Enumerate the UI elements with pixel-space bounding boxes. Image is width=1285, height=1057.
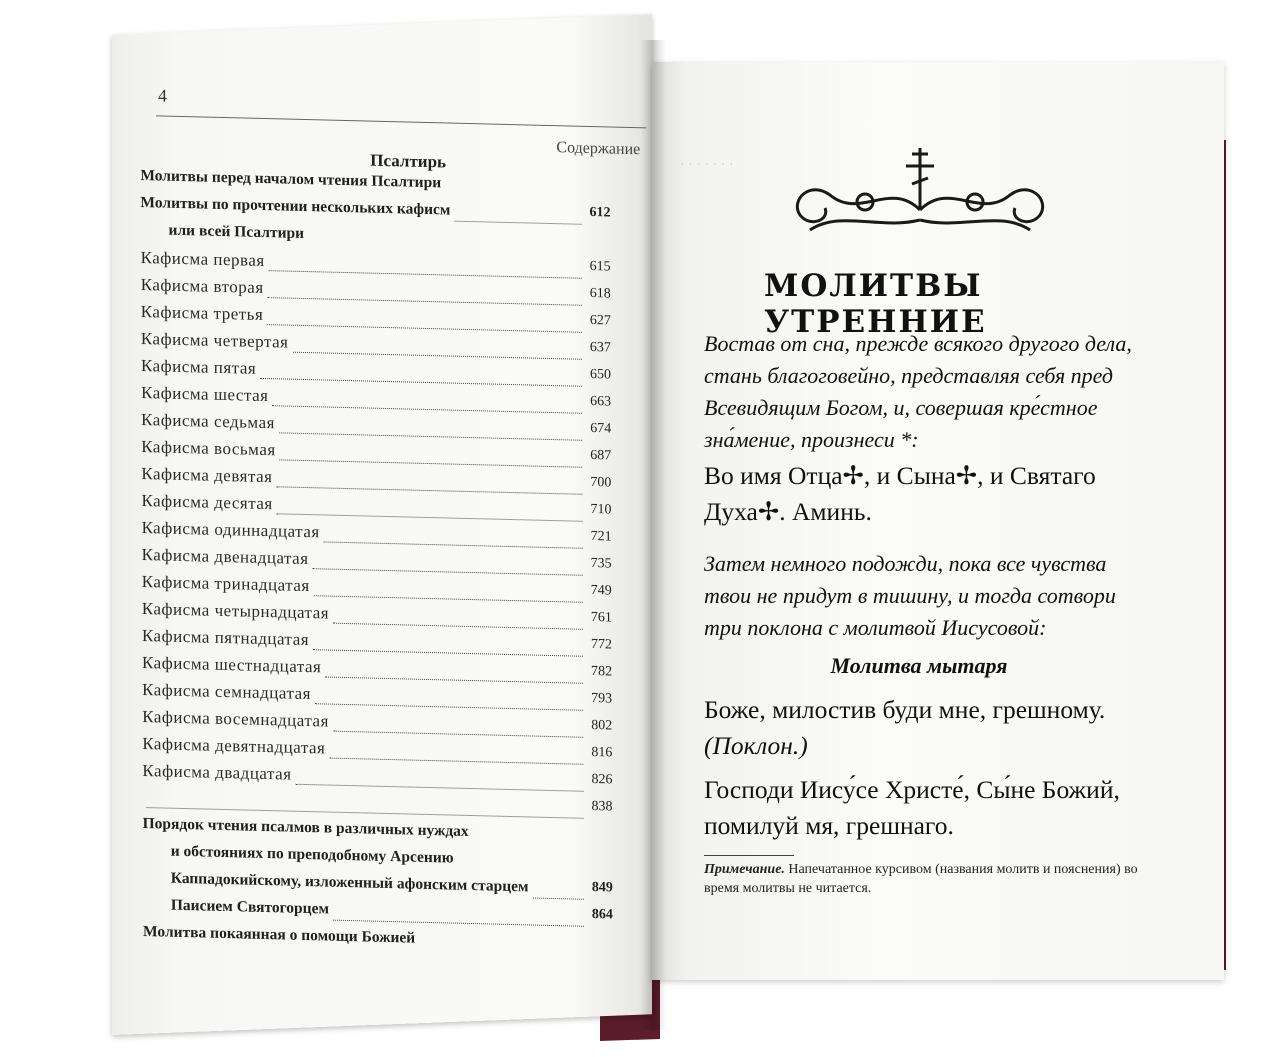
toc-page-number: 721 bbox=[590, 528, 612, 545]
toc-page-number: 710 bbox=[590, 501, 612, 518]
toc-entry-label: Кафисма третья bbox=[140, 301, 264, 324]
left-page-content bbox=[140, 85, 643, 957]
toc-dot-leader bbox=[333, 731, 583, 738]
page-number: 4 bbox=[158, 85, 168, 106]
intro-instruction: Востав от сна, прежде всякого другого дела, стань благоговейно, представляя себя пред Всевидящим Богом, и, совершая кре́стное зна́мение, произнеси *: bbox=[704, 331, 1132, 452]
toc-entry-label: и обстояниях по преподобному Арсению bbox=[170, 842, 454, 867]
toc-page-number: 627 bbox=[589, 312, 611, 329]
publican-prayer-text: Боже, милостив буди мне, грешному. bbox=[704, 695, 1106, 724]
toc-entry-label: Молитвы по прочтении нескольких кафисм bbox=[140, 193, 451, 219]
toc-entry-label: Кафисма шестнадцатая bbox=[141, 652, 322, 677]
toc-dot-leader bbox=[269, 270, 582, 279]
toc-entry-label: Кафисма восемнадцатая bbox=[142, 706, 329, 731]
toc-entry-label: Кафисма пятнадцатая bbox=[141, 625, 310, 650]
toc-dot-leader bbox=[279, 459, 582, 467]
toc-page-number: 826 bbox=[591, 771, 613, 788]
toc-entry-label: Кафисма одиннадцатая bbox=[141, 517, 320, 542]
toc-dot-leader bbox=[313, 649, 583, 657]
toc-entry-label: Кафисма четвертая bbox=[140, 328, 289, 352]
toc-entry-label: Каппадокийскому, изложенный афонским старцем bbox=[170, 869, 529, 896]
toc-entry-label: Паисием Святогорцем bbox=[170, 896, 330, 918]
invocation-text: Во имя Отца✢, и Сына✢, и Святаго Духа✢. Аминь. bbox=[704, 461, 1096, 526]
toc-entry-label: Молитвы перед началом чтения Псалтири bbox=[140, 166, 442, 192]
toc-dot-leader bbox=[293, 352, 582, 360]
footnote-rule bbox=[704, 855, 794, 856]
toc-page-number: 864 bbox=[591, 906, 613, 923]
toc-entry-label: Молитва покаянная о помощи Божией bbox=[142, 922, 416, 947]
prayer-title: Молитва мытаря bbox=[830, 653, 1008, 678]
table-of-contents bbox=[140, 167, 613, 961]
toc-page-number: 782 bbox=[591, 663, 613, 680]
book-gutter bbox=[640, 40, 666, 1030]
toc-page-number: 838 bbox=[591, 798, 613, 815]
toc-page-number: 735 bbox=[590, 555, 612, 572]
toc-dot-leader bbox=[276, 486, 582, 494]
toc-dot-leader bbox=[313, 568, 583, 576]
toc-page-number: 793 bbox=[591, 690, 613, 707]
toc-dot-leader bbox=[315, 703, 583, 711]
footnote-label: Примечание. bbox=[704, 862, 785, 877]
toc-entry-label: Кафисма девятая bbox=[141, 463, 273, 487]
toc-entry-label: Кафисма шестая bbox=[141, 382, 269, 406]
toc-entry-label: Кафисма десятая bbox=[141, 490, 273, 514]
right-page-content bbox=[690, 140, 1190, 920]
toc-page-number: 663 bbox=[590, 393, 612, 410]
toc-entry-label: Кафисма вторая bbox=[140, 274, 264, 298]
toc-entry-label: Порядок чтения псалмов в различных нуждах bbox=[142, 814, 469, 840]
toc-page-number: 615 bbox=[589, 258, 611, 275]
toc-dot-leader bbox=[333, 920, 584, 927]
toc-dot-leader bbox=[533, 898, 584, 900]
toc-page-number: 816 bbox=[591, 744, 613, 761]
toc-dot-leader bbox=[268, 297, 582, 306]
toc-page-number: 802 bbox=[591, 717, 613, 734]
toc-page-number: 772 bbox=[590, 636, 612, 653]
toc-entry-label: или всей Псалтири bbox=[168, 221, 305, 242]
toc-entry-label: Кафисма седьмая bbox=[141, 409, 275, 433]
toc-page-number: 618 bbox=[589, 285, 611, 302]
toc-page-number: 637 bbox=[589, 339, 611, 356]
toc-entry-label: Кафисма первая bbox=[140, 247, 265, 271]
toc-dot-leader bbox=[324, 541, 583, 548]
toc-entry-label: Кафисма двенадцатая bbox=[141, 544, 309, 569]
toc-page-number: 674 bbox=[590, 420, 612, 437]
toc-page-number: 687 bbox=[590, 447, 612, 464]
toc-dot-leader bbox=[333, 623, 583, 630]
section-title: Псалтирь bbox=[370, 150, 447, 172]
toc-dot-leader bbox=[260, 378, 582, 387]
publican-prayer bbox=[704, 692, 1134, 764]
toc-entry-label: Кафисма тринадцатая bbox=[141, 571, 310, 596]
bow-instruction: (Поклон.) bbox=[704, 731, 808, 760]
prayer-section-heading: МОЛИТВЫ УТРЕННИЕ bbox=[764, 268, 987, 340]
toc-dot-leader bbox=[314, 595, 583, 603]
toc-entry-label: Кафисма девятнадцатая bbox=[142, 733, 326, 758]
toc-entry-label: Кафисма двадцатая bbox=[142, 760, 292, 784]
header-rule bbox=[156, 115, 646, 128]
footnote-text: Напечатанное курсивом (названия молитв и пояснения) во время молитвы не читается. bbox=[704, 862, 1138, 896]
toc-dot-leader bbox=[454, 221, 581, 225]
toc-page-number: 612 bbox=[589, 204, 611, 221]
toc-dot-leader bbox=[276, 513, 582, 521]
toc-entry-label: Кафисма пятая bbox=[140, 355, 257, 378]
toc-dot-leader bbox=[329, 758, 583, 765]
running-head: Содержание bbox=[556, 139, 641, 159]
toc-dot-leader bbox=[279, 432, 582, 440]
bleed-through: · · · · · · · bbox=[680, 158, 734, 173]
toc-page-number: 650 bbox=[589, 366, 612, 383]
toc-page-number: 700 bbox=[590, 474, 612, 491]
pause-instruction: Затем немного подожди, пока все чувства твои не придут в тишину, и тогда сотвори три поклона с молитвой Иисусовой: bbox=[704, 551, 1116, 640]
toc-dot-leader bbox=[267, 324, 582, 333]
toc-page-number: 749 bbox=[590, 582, 612, 599]
toc-dot-leader bbox=[295, 784, 583, 792]
toc-dot-leader bbox=[272, 405, 582, 414]
toc-entry-label: Кафисма семнадцатая bbox=[142, 679, 311, 704]
jesus-prayer: Господи Иису́се Христе́, Сы́не Божий, помилуй мя, грешнаго. bbox=[704, 775, 1120, 840]
footnote bbox=[704, 860, 1144, 898]
toc-entry-label: Кафисма четырнадцатая bbox=[141, 598, 330, 623]
toc-page-number: 849 bbox=[591, 879, 613, 896]
cross-ornament-icon bbox=[770, 140, 1070, 240]
toc-page-number: 761 bbox=[590, 609, 612, 626]
toc-dot-leader bbox=[325, 676, 583, 683]
toc-entry-label: Кафисма восьмая bbox=[141, 436, 276, 460]
